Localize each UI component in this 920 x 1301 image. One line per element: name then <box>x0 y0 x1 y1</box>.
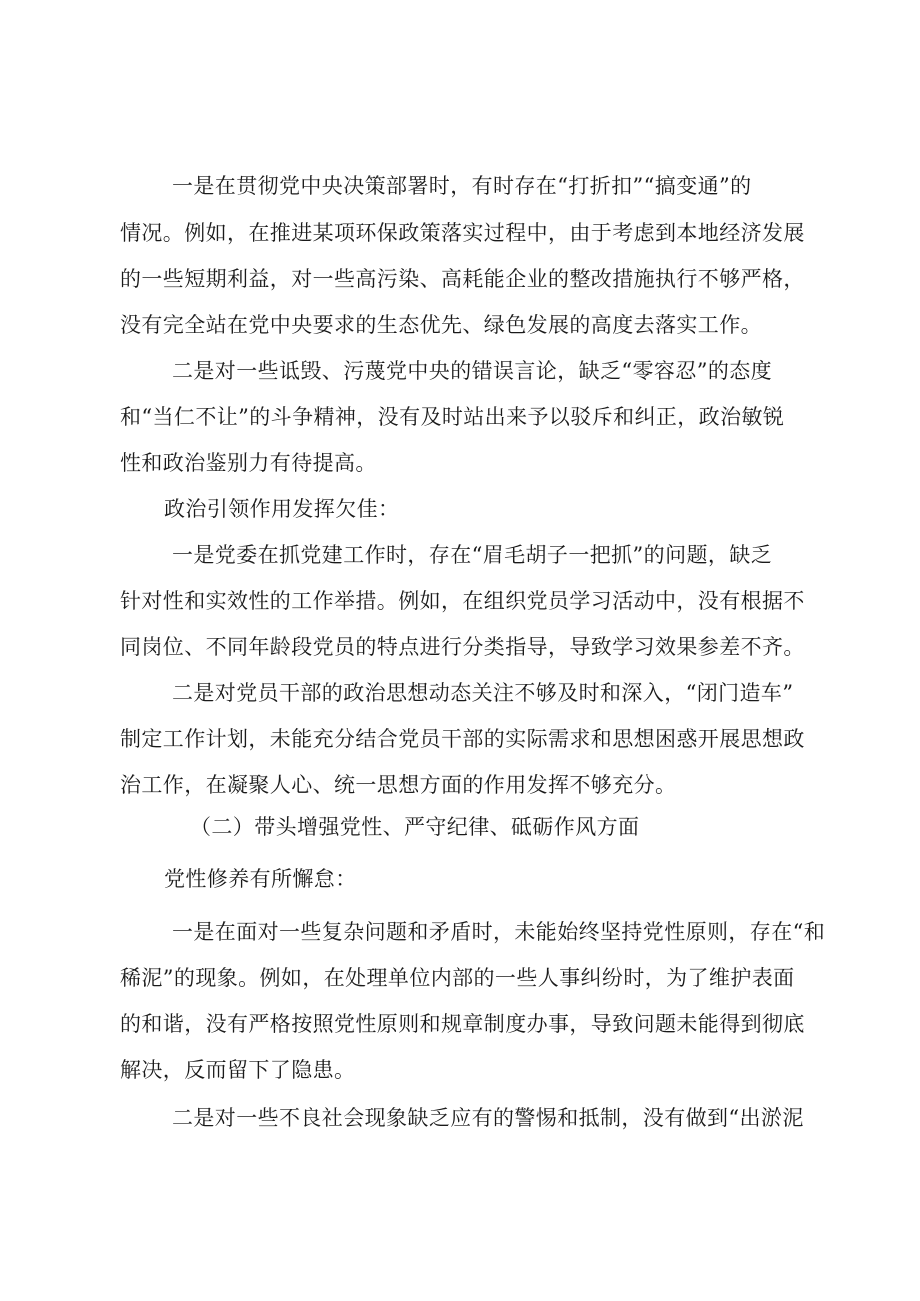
para5-line4: 解决，反而留下了隐患。 <box>120 1058 356 1082</box>
para6-line1: 二是对一些不良社会现象缺乏应有的警惕和抵制，没有做到“出淤泥 <box>172 1106 804 1130</box>
para5-line3: 的和谐，没有严格按照党性原则和规章制度办事，导致问题未能得到彻底 <box>120 1012 805 1036</box>
subheading-party-cultivation: 党性修养有所懈怠： <box>164 867 357 891</box>
para4-line3: 治工作，在凝聚人心、统一思想方面的作用发挥不够充分。 <box>120 773 677 797</box>
para4-line1: 二是对党员干部的政治思想动态关注不够及时和深入，“闭门造车” <box>172 681 794 705</box>
para1-line1: 一是在贯彻党中央决策部署时，有时存在“打折扣”“搞变通”的 <box>172 174 752 198</box>
para1-line3: 的一些短期利益，对一些高污染、高耗能企业的整改措施执行不够严格， <box>120 267 805 291</box>
para2-line1: 二是对一些诋毁、污蔑党中央的错误言论，缺乏“零容忍”的态度 <box>172 359 773 383</box>
para2-line3: 性和政治鉴别力有待提高。 <box>120 451 377 475</box>
para5-line2: 稀泥”的现象。例如，在处理单位内部的一些人事纠纷时，为了维护表面 <box>120 966 795 990</box>
para2-line2: 和“当仁不让”的斗争精神，没有及时站出来予以驳斥和纠正，政治敏锐 <box>120 405 785 429</box>
para3-line3: 同岗位、不同年龄段党员的特点进行分类指导，导致学习效果参差不齐。 <box>120 635 805 659</box>
para5-line1: 一是在面对一些复杂问题和矛盾时，未能始终坚持党性原则，存在“和 <box>172 920 826 944</box>
para1-line4: 没有完全站在党中央要求的生态优先、绿色发展的高度去落实工作。 <box>120 313 762 337</box>
para3-line2: 针对性和实效性的工作举措。例如，在组织党员学习活动中，没有根据不 <box>120 589 805 613</box>
para3-line1: 一是党委在抓党建工作时，存在“眉毛胡子一把抓”的问题，缺乏 <box>172 543 773 567</box>
para4-line2: 制定工作计划，未能充分结合党员干部的实际需求和思想困惑开展思想政 <box>120 727 805 751</box>
subheading-political-leadership: 政治引领作用发挥欠佳： <box>164 497 400 521</box>
section-heading-2: （二）带头增强党性、严守纪律、砥砺作风方面 <box>190 815 640 839</box>
para1-line2: 情况。例如，在推进某项环保政策落实过程中，由于考虑到本地经济发展 <box>120 221 805 245</box>
